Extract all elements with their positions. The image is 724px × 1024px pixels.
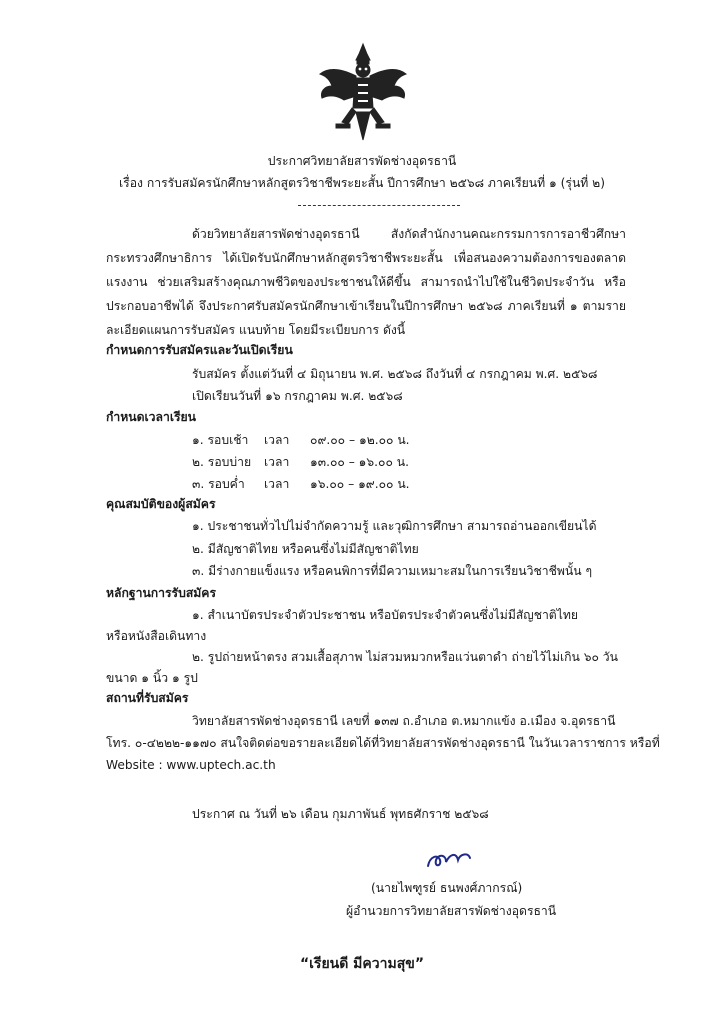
- schedule-row: [192, 432, 410, 448]
- announcement-date: ประกาศ ณ วันที่ ๒๖ เดือน กุมภาพันธ์ พุทธศักราช ๒๕๖๘: [192, 807, 489, 821]
- schedule-row: [192, 454, 409, 470]
- qualification-item: ๒. มีสัญชาติไทย หรือคนซึ่งไม่มีสัญชาติไทย: [192, 542, 419, 556]
- evidence-item: ๑. สำเนาบัตรประจำตัวประชาชน หรือบัตรประจำตัวคนซึ่งไม่มีสัญชาติไทย: [192, 608, 579, 622]
- schedule-row: [192, 476, 410, 492]
- schedule-label: เวลา: [264, 477, 290, 491]
- class-start-date: เปิดเรียนวันที่ ๑๖ กรกฎาคม พ.ศ. ๒๕๖๘: [192, 389, 403, 403]
- qualifications-heading: คุณสมบัติของผู้สมัคร: [106, 497, 216, 511]
- website-link[interactable]: Website : www.uptech.ac.th: [106, 758, 276, 772]
- registration-period: รับสมัคร ตั้งแต่วันที่ ๔ มิถุนายน พ.ศ. ๒๕๖๘ ถึงวันที่ ๔ กรกฎาคม พ.ศ. ๒๕๖๘: [192, 367, 598, 381]
- evidence-item-continued: ขนาด ๑ นิ้ว ๑ รูป: [106, 671, 198, 685]
- evidence-item-continued: หรือหนังสือเดินทาง: [106, 629, 207, 643]
- intro-paragraph: ด้วยวิทยาลัยสารพัดช่างอุดรธานี สังกัดสำนักงานคณะกรรมการการอาชีวศึกษา กระทรวงศึกษาธิการ ได้เปิดรับนักศึกษาหลักสูตรวิชาชีพระยะสั้น เพื่อสนองความต้องการของตลาดแรงงาน ช่วยเสริมสร้างคุณภาพชีวิตของประชาชนให้ดีขึ้น สามารถนำไปใช้ในชีวิตประจำวัน หรือประกอบอาชีพได้ จึงประกาศรับสมัครนักศึกษาเข้าเรียนในปีการศึกษา ๒๕๖๘ ภาคเรียนที่ ๑ ตามรายละเอียดแผนการรับสมัคร แนบท้าย โดยมีระเบียบการ ดังนี้: [106, 227, 626, 337]
- location-heading: สถานที่รับสมัคร: [106, 691, 189, 705]
- schedule-name: ๑. รอบเช้า: [192, 433, 249, 447]
- signatory-position: ผู้อำนวยการวิทยาลัยสารพัดช่างอุดรธานี: [346, 904, 557, 918]
- schedule-time: ๑๖.๐๐ – ๑๙.๐๐ น.: [310, 477, 410, 491]
- evidence-item: ๒. รูปถ่ายหน้าตรง สวมเสื้อสุภาพ ไม่สวมหมวกหรือแว่นตาดำ ถ่ายไว้ไม่เกิน ๖๐ วัน: [192, 650, 618, 664]
- schedule-name: ๓. รอบค่ำ: [192, 477, 245, 491]
- signatory-name: (นายไพฑูรย์ ธนพงศ์ภากรณ์): [371, 881, 523, 895]
- schedule-heading: กำหนดเวลาเรียน: [106, 410, 197, 424]
- evidence-heading: หลักฐานการรับสมัคร: [106, 586, 217, 600]
- schedule-label: เวลา: [264, 455, 290, 469]
- title-divider: [298, 205, 460, 206]
- schedule-time: ๐๙.๐๐ – ๑๒.๐๐ น.: [310, 433, 410, 447]
- school-motto: “เรียนดี มีความสุข”: [299, 956, 425, 972]
- location-address: วิทยาลัยสารพัดช่างอุดรธานี เลขที่ ๑๓๗ ถ.อำเภอ ต.หมากแข้ง อ.เมือง จ.อุดรธานี: [192, 714, 616, 728]
- subject-line: เรื่อง การรับสมัครนักศึกษาหลักสูตรวิชาชีพระยะสั้น ปีการศึกษา ๒๕๖๘ ภาคเรียนที่ ๑ (รุ่นที่ ๒): [119, 176, 605, 190]
- location-contact: โทร. ๐-๔๒๒๒-๑๑๗๐ สนใจติดต่อขอรายละเอียดได้ที่วิทยาลัยสารพัดช่างอุดรธานี ในวันเวลาราชการ หรือที่: [106, 736, 660, 750]
- qualification-item: ๑. ประชาชนทั่วไปไม่จำกัดความรู้ และวุฒิการศึกษา สามารถอ่านออกเขียนได้: [192, 519, 597, 533]
- institution-title: ประกาศวิทยาลัยสารพัดช่างอุดรธานี: [267, 154, 457, 168]
- signature-mark-icon: [424, 848, 474, 872]
- schedule-time: ๑๓.๐๐ – ๑๖.๐๐ น.: [310, 455, 409, 469]
- qualification-item: ๓. มีร่างกายแข็งแรง หรือคนพิการที่มีความเหมาะสมในการเรียนวิชาชีพนั้น ๆ: [192, 564, 592, 578]
- garuda-emblem-icon: [316, 40, 410, 146]
- schedule-name: ๒. รอบบ่าย: [192, 455, 252, 469]
- registration-heading: กำหนดการรับสมัครและวันเปิดเรียน: [106, 343, 293, 357]
- schedule-label: เวลา: [264, 433, 290, 447]
